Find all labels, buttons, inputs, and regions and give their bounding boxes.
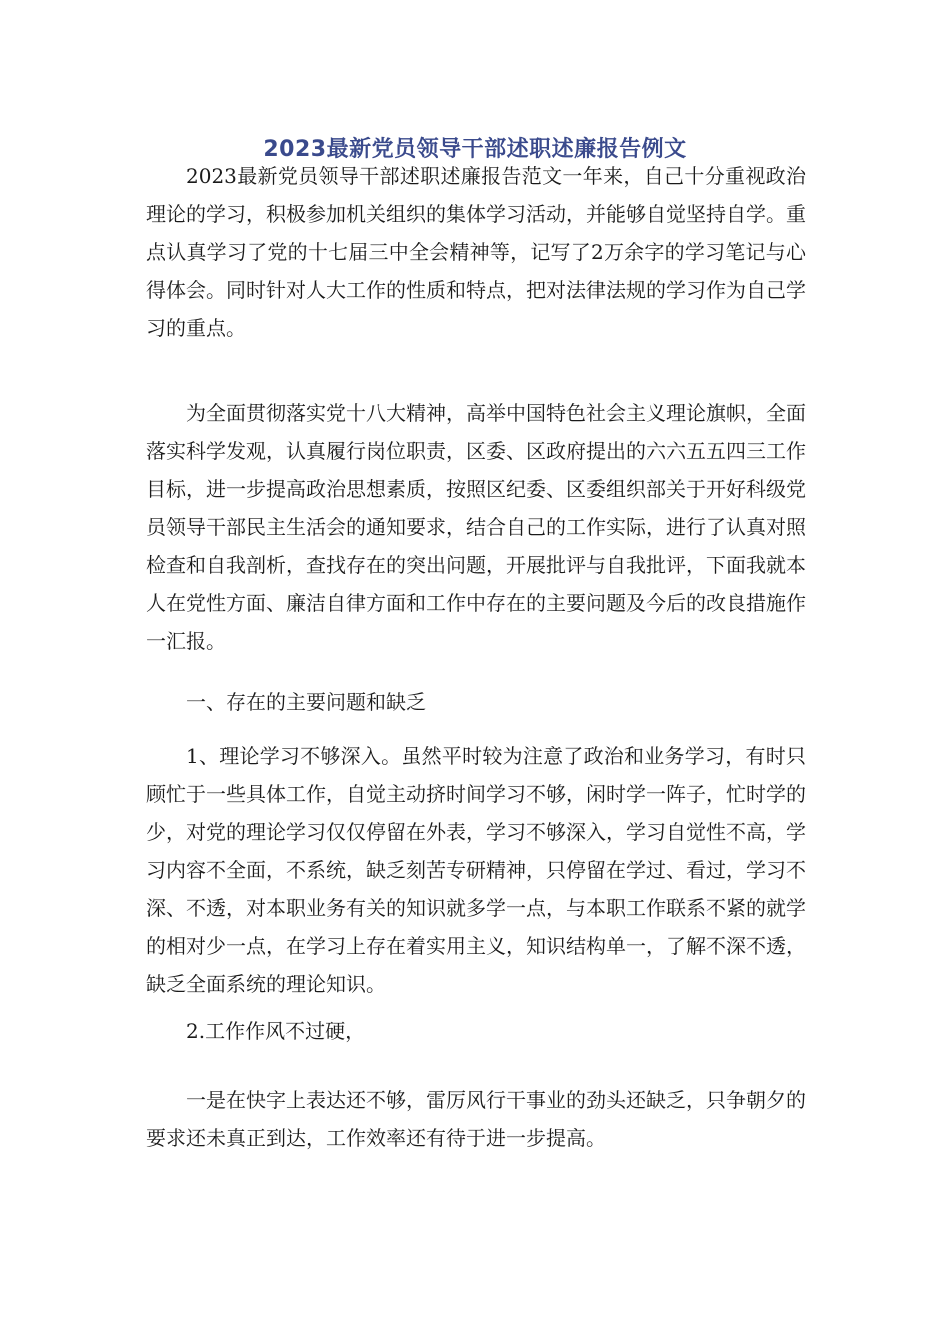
subheading-work-style: 2.工作作风不过硬， [186, 1019, 366, 1043]
document-title: 2023最新党员领导干部述职述廉报告例文 [263, 137, 687, 162]
paragraph-purpose: 为全面贯彻落实党十八大精神，高举中国特色社会主义理论旗帜，全面落实科学发观，认真履行岗位职责，区委、区政府提出的六六五五四三工作目标，进一步提高政治思想素质，按照区纪委、区委组织部关于开好科级党员领导干部民主生活会的通知要求，结合自己的工作实际，进行了认真对照检查和自我剖析，查找存在的突出问题，开展批评与自我批评，下面我就本人在党性方面、廉洁自律方面和工作中存在的主要问题及今后的改良措施作一汇报。 [146, 401, 806, 653]
paragraph-efficiency: 一是在快字上表达还不够，雷厉风行干事业的劲头还缺乏，只争朝夕的要求还未真正到达，工作效率还有待于进一步提高。 [146, 1088, 806, 1150]
section-heading-problems: 一、存在的主要问题和缺乏 [186, 690, 426, 714]
paragraph-theory-study: 1、理论学习不够深入。虽然平时较为注意了政治和业务学习，有时只顾忙于一些具体工作，自觉主动挤时间学习不够，闲时学一阵子，忙时学的少，对党的理论学习仅仅停留在外表，学习不够深入，学习自觉性不高，学习内容不全面，不系统，缺乏刻苦专研精神，只停留在学过、看过，学习不深、不透，对本职业务有关的知识就多学一点，与本职工作联系不紧的就学的相对少一点，在学习上存在着实用主义，知识结构单一，了解不深不透，缺乏全面系统的理论知识。 [146, 744, 806, 996]
paragraph-intro: 2023最新党员领导干部述职述廉报告范文一年来，自己十分重视政治理论的学习，积极参加机关组织的集体学习活动，并能够自觉坚持自学。重点认真学习了党的十七届三中全会精神等，记写了2万余字的学习笔记与心得体会。同时针对人大工作的性质和特点，把对法律法规的学习作为自己学习的重点。 [146, 164, 806, 340]
